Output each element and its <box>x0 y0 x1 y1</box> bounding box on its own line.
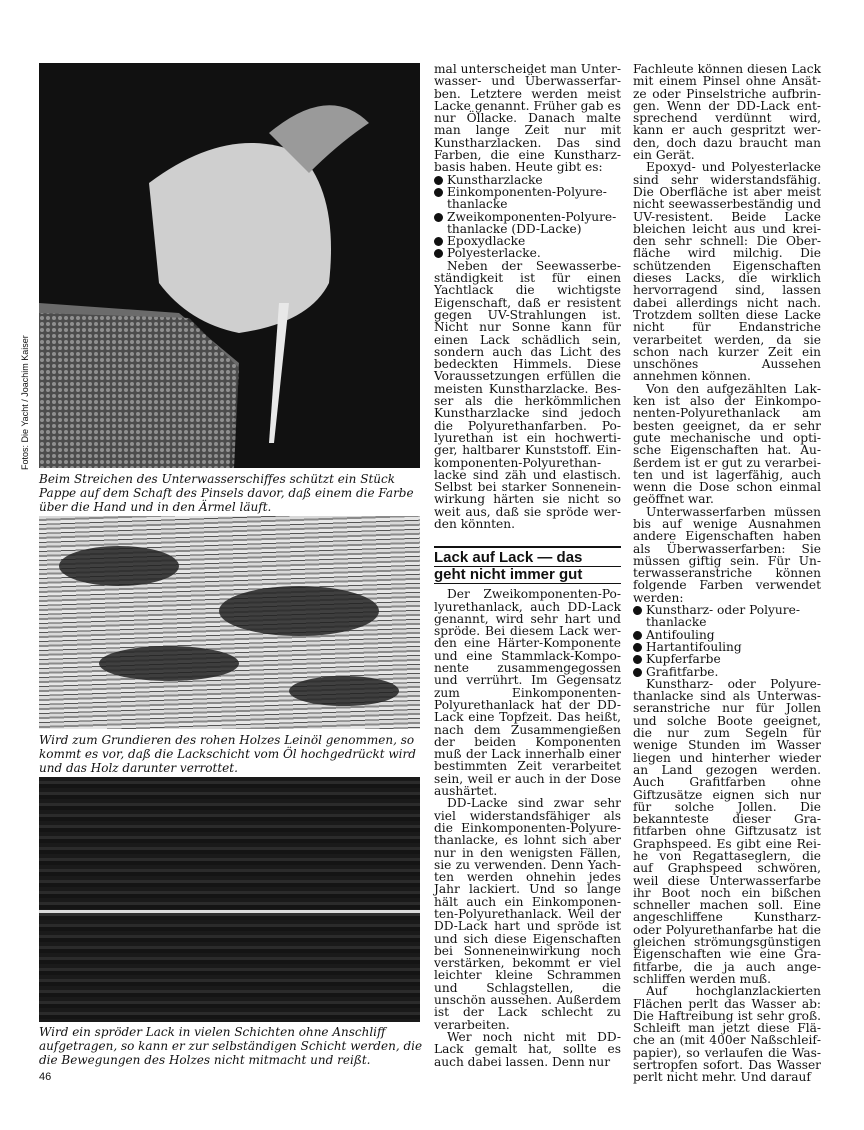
paragraph: Fachleute können diesen Lack mit einem Pinsel ohne Ansätze oder Pinselstriche aufbringen. Wenn der DD-Lack entsprechend verdünnt wird, kann er auch gespritzt werden, doch dazu braucht man ein Gerät. <box>633 62 821 163</box>
paragraph: DD-Lacke sind zwar sehr viel widerstandsfähiger als die Einkomponenten-Polyurethanlacke, es lohnt sich aber nur in den wenigsten Fällen, sie zu verwenden. Denn Yachten werden ohnehin jedes Jahr lackiert. Und so lange hält auch ein Einkomponenten-Polyurethanlack. Weil der DD-Lack hart und spröde ist und sich diese Eigenschaften bei Sonneneinwirkung noch verstärken, bekommt er viel leichter kleine Schrammen und Schlagstellen, die unschön aussehen. Außerdem ist der Lack schlecht zu verarbeiten. <box>434 796 621 1032</box>
paragraph: Der Zweikomponenten-Polyurethanlack, auch DD-Lack genannt, wird sehr hart und spröde. Bei diesem Lack werden eine Härter-Komponente und eine Stammlack-Komponente zusammengegossen und verrührt. Im Gegensatz zum Einkomponenten-Polyurethanlack hat der DD-Lack eine Topfzeit. Das heißt, nach dem Zusammengießen der beiden Komponenten muß der Lack innerhalb einer bestimmten Zeit verarbeitet sein, weil er auch in der Dose aushärtet. <box>434 587 621 799</box>
list-item: Polyesterlacke. <box>434 247 621 259</box>
list-item: Antifouling <box>633 629 821 641</box>
list-item: Hartantifouling <box>633 641 821 653</box>
paragraph: Unterwasserfarben müssen bis auf wenige Ausnahmen andere Eigenschaften haben als Überwasserfarben: Sie müssen giftig sein. Für Unterwasseranstriche können folgende Farben verwendet werden: <box>633 504 821 605</box>
list-item: Epoxydlacke <box>434 235 621 247</box>
headline-line-2: geht nicht immer gut <box>434 567 621 584</box>
paragraph: mal unterscheidet man Unterwasser- und Überwasserfarben. Letztere werden meist Lacke genannt. Früher gab es nur Öllacke. Danach malte man lange Zeit nur mit Kunstharzlacken. Das sind Farben, die eine Kunstharzbasis haben. Heute gibt es: <box>434 62 621 175</box>
paragraph: Neben der Seewasserbeständigkeit ist für einen Yachtlack die wichtigste Eigenschaft, daß er resistent gegen UV-Strahlungen ist. Nicht nur Sonne kann für einen Lack schädlich sein, sondern auch das Licht des bedeckten Himmels. Diese Voraussetzungen erfüllen die meisten Kunstharzlacke. Besser als die herkömmlichen Kunstharzlacke sind jedoch die Polyurethanfarben. Polyurethan ist ein hochwertiger, haltbarer Kunststoff. Einkomponenten-Polyurethanlacke sind zäh und elastisch. Selbst bei starker Sonneneinwirkung härten sie nicht so weit aus, daß sie spröde werden könnten. <box>434 258 621 531</box>
underwater-paints-list <box>633 604 821 678</box>
photo-credit: Fotos: Die Yacht / Joachim Kaiser <box>20 335 30 470</box>
paragraph: Wer noch nicht mit DD-Lack gemalt hat, sollte es auch dabei lassen. Denn nur <box>434 1029 621 1069</box>
text-column-middle <box>434 63 621 1068</box>
caption-photo-2: Wird zum Grundieren des rohen Holzes Leinöl genommen, so kommt es vor, daß die Lackschicht vom Öl hochgedrückt wird und das Holz darunter verrottet. <box>39 733 416 775</box>
paragraph: Von den aufgezählten Lakken ist also der Einkomponenten-Polyurethanlack am besten geeignet, da er sehr gute mechanische und optische Eigenschaften hat. Außerdem ist er gut zu verarbeiten und ist lagerfähig, auch wenn die Dose schon einmal geöffnet war. <box>633 381 821 507</box>
photo-lifted-varnish <box>39 516 420 729</box>
photo-hand-brush-illustration <box>39 63 420 468</box>
paint-types-list <box>434 174 621 260</box>
list-item: Zweikomponenten-Polyurethanlacke (DD-Lacke) <box>434 211 621 236</box>
headline-line-1: Lack auf Lack — das <box>434 550 621 567</box>
list-item: Kunstharzlacke <box>434 174 621 186</box>
list-item: Grafitfarbe. <box>633 666 821 678</box>
section-headline <box>434 546 621 584</box>
list-item: Kunstharz- oder Polyurethanlacke <box>633 604 821 629</box>
photo-cracked-varnish <box>39 777 420 1022</box>
paragraph: Epoxyd- und Polyesterlacke sind sehr widerstandsfähig. Die Oberfläche ist aber meist nicht seewasserbeständig und UV-resistent. Beide Lacke bleichen leicht aus und kreiden sehr schnell: Die Oberfläche wird milchig. Die schützenden Eigenschaften dieses Lacks, die wirklich hervorragend sind, lassen dabei allerdings nicht nach. Trotzdem sollten diese Lacke nicht für Endanstriche verarbeitet werden, da sie schon nach kurzer Zeit ein unschönes Aussehen annehmen können. <box>633 160 821 384</box>
page-number: 46 <box>39 1071 52 1083</box>
photo-brush-painting <box>39 63 420 468</box>
paragraph: Kunstharz- oder Polyurethanlacke sind als Unterwasseranstriche nur für Jollen und solche Boote geeignet, die nur zum Segeln für wenige Stunden im Wasser liegen und hinterher wieder an Land gezogen werden. Auch Grafitfarben ohne Giftzusätze eignen sich nur für solche Jollen. Die bekannteste dieser Grafitfarben ohne Giftzusatz ist Graphspeed. Es gibt eine Reihe von Regattaseglern, die auf Graphspeed schwören, weil diese Unterwasserfarbe ihr Boot noch ein bißchen schneller machen soll. Eine angeschliffene Kunstharz- oder Polyurethanfarbe hat die gleichen strömungsgünstigen Eigenschaften wie eine Grafitfarbe, die ja auch angeschliffen werden muß. <box>633 676 821 986</box>
paragraph: Auf hochglanzlackierten Flächen perlt das Wasser ab: Die Haftreibung ist sehr groß. Schleift man jetzt diese Fläche an (mit 400er Naßschleifpapier), so verlaufen die Wassertropfen sofort. Das Wasser perlt nicht mehr. Und darauf <box>633 984 821 1085</box>
text-column-right <box>633 63 821 1084</box>
caption-photo-3: Wird ein spröder Lack in vielen Schichten ohne Anschliff aufgetragen, so kann er zur selbständigen Schicht werden, die die Bewegungen des Holzes nicht mitmacht und reißt. <box>39 1025 423 1067</box>
caption-photo-1: Beim Streichen des Unterwasserschiffes schützt ein Stück Pappe auf dem Schaft des Pinsels davor, daß einem die Farbe über die Hand und in den Ärmel läuft. <box>39 472 414 514</box>
list-item: Kupferfarbe <box>633 653 821 665</box>
list-item: Einkomponenten-Polyurethanlacke <box>434 186 621 211</box>
